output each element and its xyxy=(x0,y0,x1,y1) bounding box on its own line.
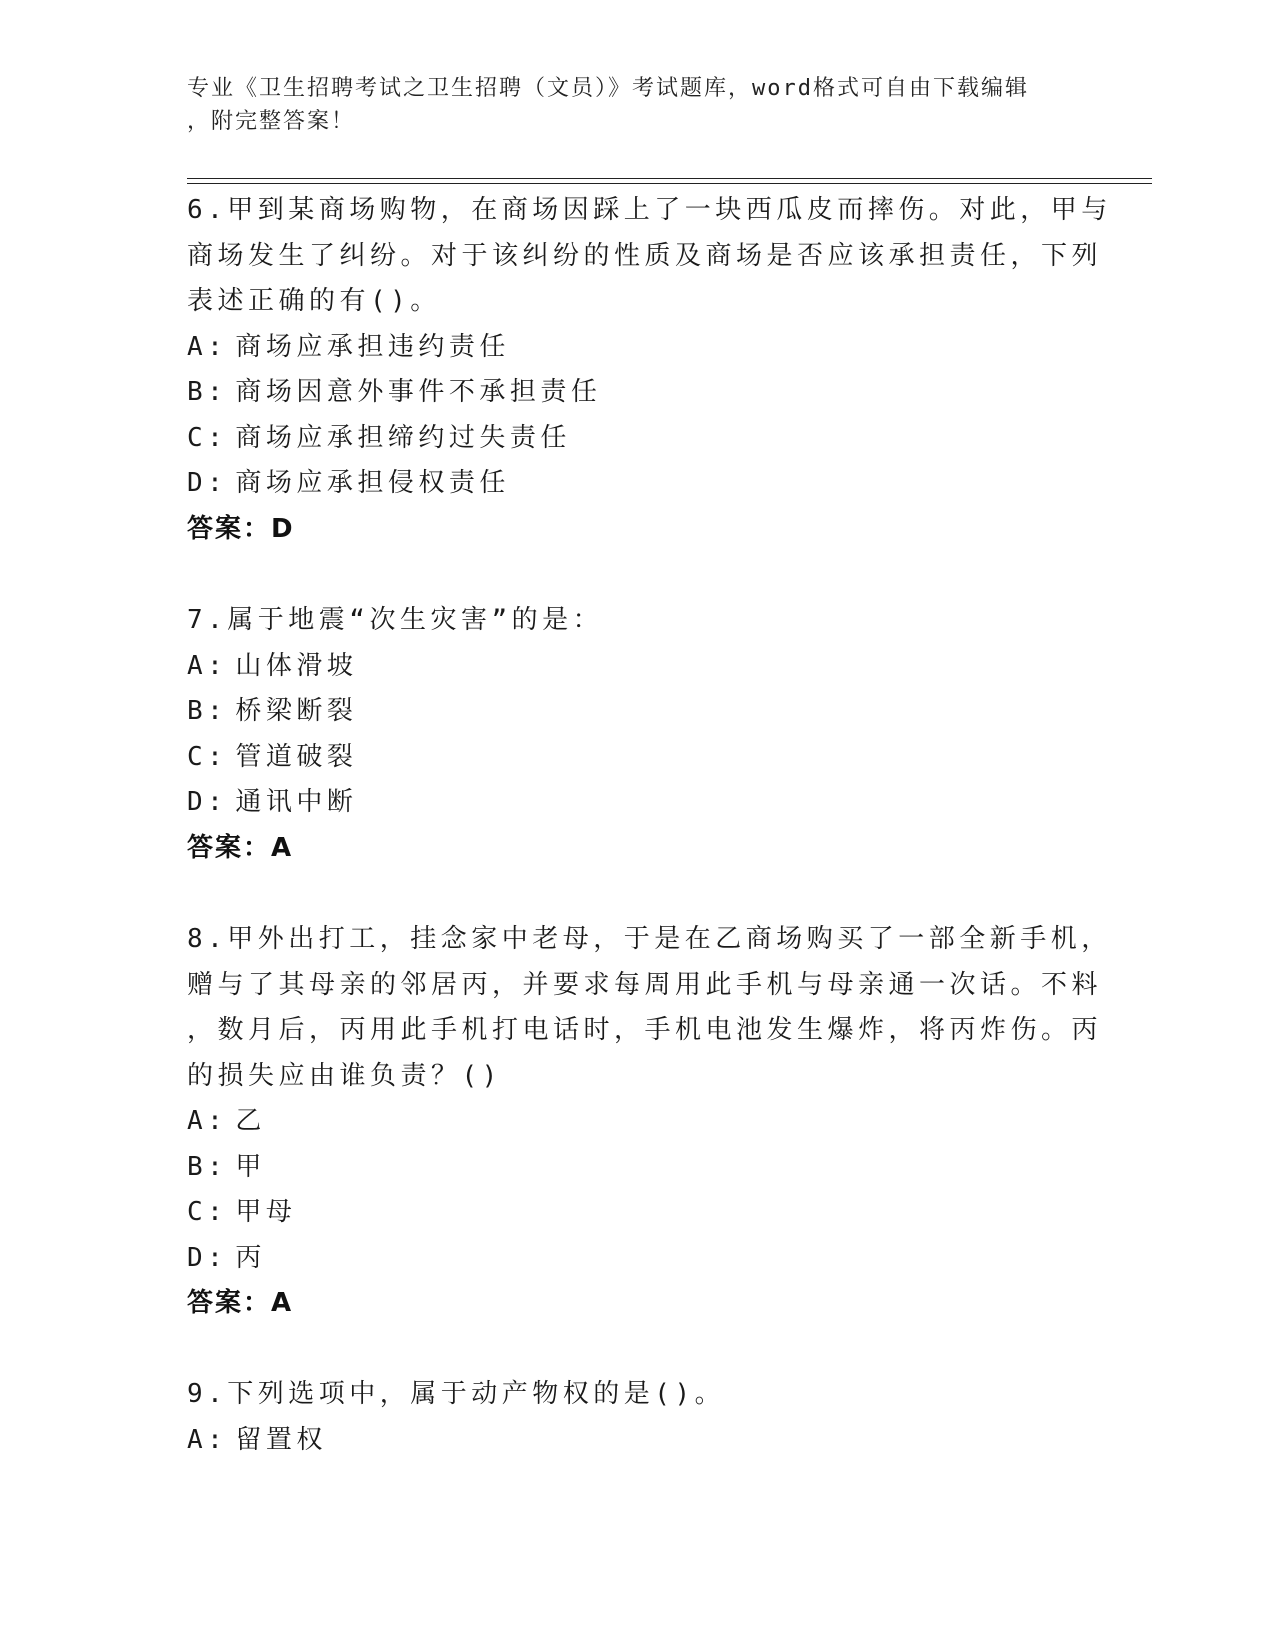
header-divider-bottom xyxy=(187,183,1152,184)
option-b xyxy=(187,689,1067,735)
question-6 xyxy=(187,188,1112,552)
option-a xyxy=(187,325,1067,371)
option-label: C: xyxy=(187,422,228,453)
question-stem-line: 商场发生了纠纷。对于该纠纷的性质及商场是否应该承担责任，下列 xyxy=(187,240,1103,271)
option-b xyxy=(187,370,1067,416)
question-stem-line: 6.甲到某商场购物，在商场因踩上了一块西瓜皮而摔伤。对此，甲与 xyxy=(187,195,1112,225)
option-label: D: xyxy=(187,787,228,817)
option-d xyxy=(187,780,1067,826)
option-label: D: xyxy=(187,468,228,498)
option-label: D: xyxy=(187,1242,228,1273)
option-text: 商场应承担缔约过失责任 xyxy=(235,422,571,453)
option-label: A: xyxy=(187,1424,228,1455)
option-label: A: xyxy=(187,331,228,362)
question-stem-line: ，数月后，丙用此手机打电话时，手机电池发生爆炸，将丙炸伤。丙 xyxy=(187,1015,1103,1045)
option-text: 丙 xyxy=(235,1242,266,1273)
answer: 答案：A xyxy=(187,832,294,863)
option-text: 山体滑坡 xyxy=(235,650,358,681)
option-text: 商场因意外事件不承担责任 xyxy=(235,377,602,407)
option-b xyxy=(187,1145,1067,1191)
question-stem-line: 表述正确的有()。 xyxy=(187,286,441,316)
option-text: 甲 xyxy=(235,1151,266,1182)
option-text: 留置权 xyxy=(235,1424,327,1455)
option-text: 桥梁断裂 xyxy=(235,696,358,726)
option-label: B: xyxy=(187,696,228,726)
option-text: 商场应承担违约责任 xyxy=(235,331,510,362)
question-stem-line: 9.下列选项中，属于动产物权的是()。 xyxy=(187,1379,726,1409)
option-c xyxy=(187,416,1067,462)
option-text: 管道破裂 xyxy=(235,741,358,772)
option-label: A: xyxy=(187,1106,228,1136)
option-label: B: xyxy=(187,377,228,407)
option-d xyxy=(187,1236,1067,1282)
question-8 xyxy=(187,917,1112,1327)
option-c xyxy=(187,1190,1067,1236)
answer: 答案：A xyxy=(187,1288,294,1318)
option-d xyxy=(187,461,1067,507)
option-label: A: xyxy=(187,650,228,681)
option-text: 商场应承担侵权责任 xyxy=(235,468,510,498)
document-header xyxy=(187,72,1067,138)
option-label: B: xyxy=(187,1151,228,1182)
option-label: C: xyxy=(187,1197,228,1227)
answer: 答案：D xyxy=(187,513,295,544)
header-divider-top xyxy=(187,178,1152,179)
question-stem-line: 8.甲外出打工，挂念家中老母，于是在乙商场购买了一部全新手机， xyxy=(187,924,1112,954)
option-a xyxy=(187,644,1067,690)
question-stem-line: 赠与了其母亲的邻居丙，并要求每周用此手机与母亲通一次话。不料 xyxy=(187,969,1103,1000)
question-7 xyxy=(187,598,1067,871)
option-c xyxy=(187,735,1067,781)
question-stem-line: 7.属于地震“次生灾害”的是： xyxy=(187,605,604,635)
header-line-2: ，附完整答案！ xyxy=(187,109,356,134)
header-line-1: 专业《卫生招聘考试之卫生招聘（文员）》考试题库，word格式可自由下载编辑 xyxy=(187,76,1029,101)
option-label: C: xyxy=(187,741,228,772)
option-text: 甲母 xyxy=(235,1197,297,1227)
question-9 xyxy=(187,1372,1067,1463)
option-text: 通讯中断 xyxy=(235,787,358,817)
option-a xyxy=(187,1099,1067,1145)
option-a xyxy=(187,1418,1067,1464)
option-text: 乙 xyxy=(235,1106,266,1136)
question-stem-line: 的损失应由谁负责？() xyxy=(187,1060,502,1091)
